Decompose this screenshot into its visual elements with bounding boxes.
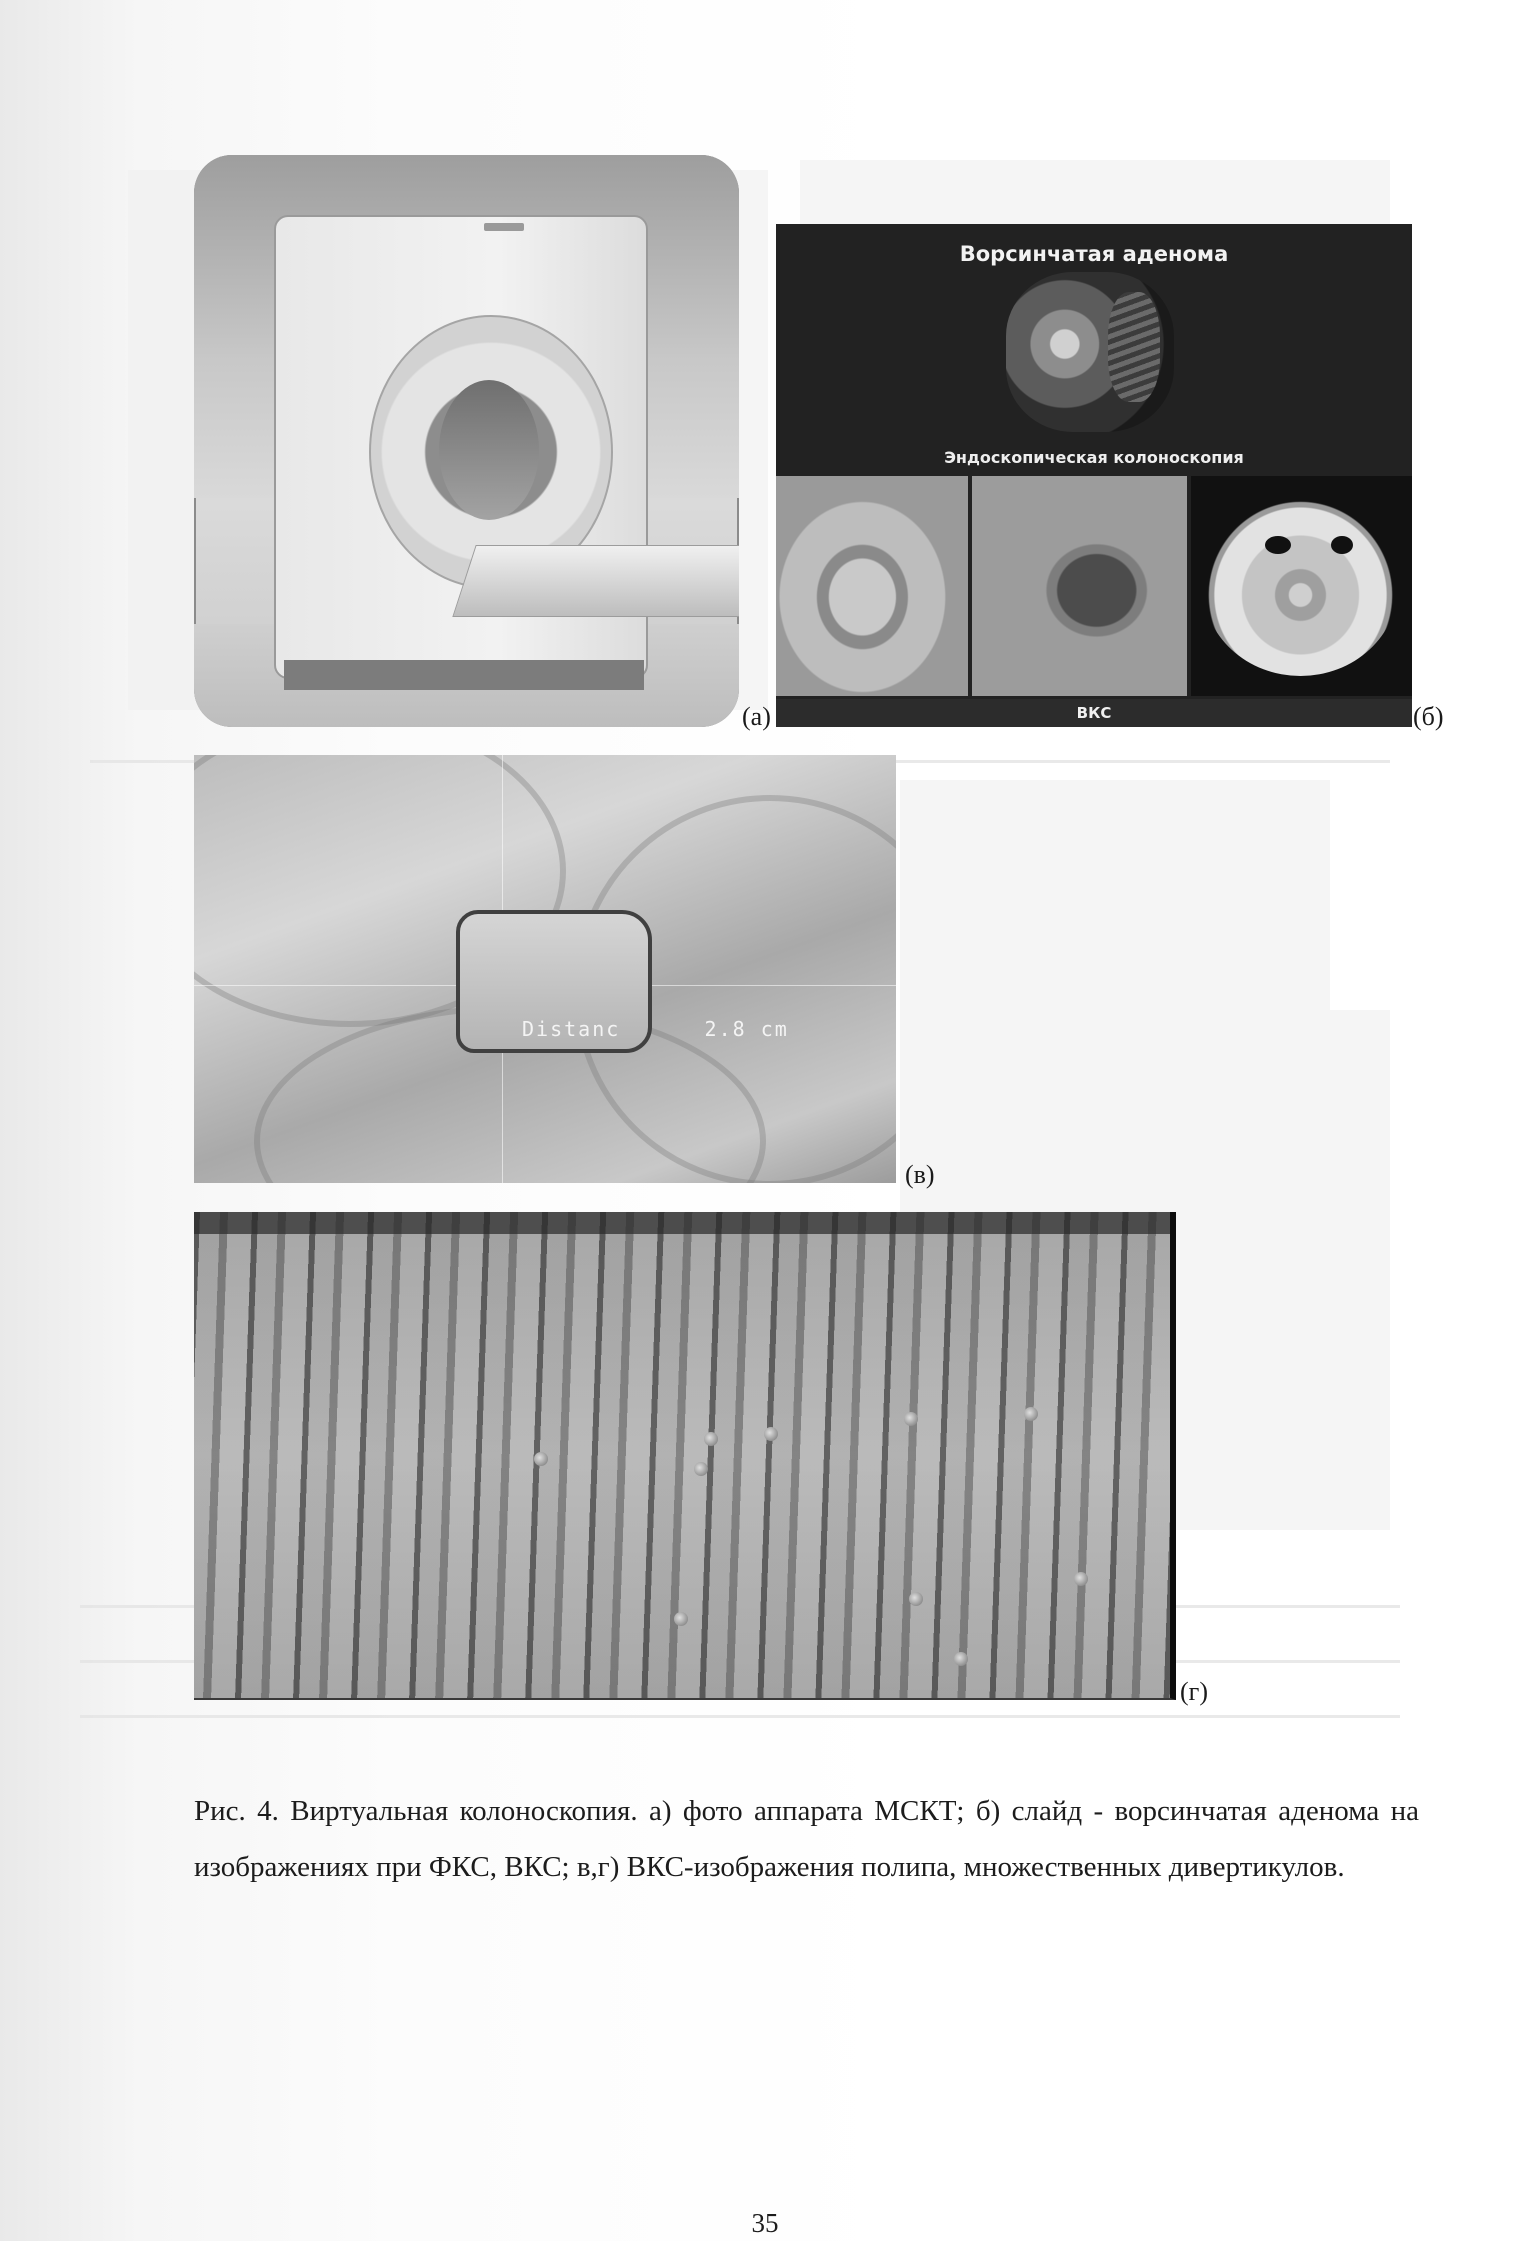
- panel-label-v: (в): [905, 1160, 935, 1189]
- vks-image-row: [776, 476, 1412, 696]
- viewer-header-strip: [194, 1212, 1170, 1234]
- diverticulum: [1024, 1407, 1038, 1421]
- diverticulum: [904, 1412, 918, 1426]
- endoscopy-image: [1006, 272, 1174, 432]
- panel-label-b: (б): [1413, 702, 1444, 731]
- polyp-vks-image: [194, 755, 896, 1183]
- patient-table: [452, 545, 739, 617]
- diverticulum: [1074, 1572, 1088, 1586]
- vks-label: ВКС: [776, 699, 1412, 727]
- adenoma-slide: [776, 224, 1412, 727]
- diverticulum: [694, 1462, 708, 1476]
- bleed-through-ghost: [900, 780, 1330, 1010]
- scanner-brand-mark: [484, 223, 524, 231]
- vks-dissection-image: [972, 476, 1187, 696]
- bleed-through-line: [80, 1715, 1400, 1718]
- vks-3d-image: [776, 476, 968, 696]
- diverticulum: [534, 1452, 548, 1466]
- figure-caption: Рис. 4. Виртуальная колоноскопия. а) фото аппарата МСКТ; б) слайд - ворсинчатая аденома на изображениях при ФКС, ВКС; в,г) ВКС-изображения полипа, множественных дивертикулов.: [194, 1795, 1419, 1883]
- diverticulum: [674, 1612, 688, 1626]
- diverticulum: [704, 1432, 718, 1446]
- ct-bore: [439, 380, 539, 520]
- panel-label-g: (г): [1180, 1677, 1208, 1706]
- ct-slice: [1203, 496, 1398, 676]
- diverticulum: [909, 1592, 923, 1606]
- gantry-base: [284, 660, 644, 690]
- distance-readout: Distanc 2.8 cm: [522, 1017, 789, 1041]
- endoscopy-label: Эндоскопическая колоноскопия: [944, 448, 1244, 467]
- page-number: 35: [751, 2208, 779, 2238]
- slide-title: Ворсинчатая аденома: [959, 242, 1229, 266]
- ct-scanner-photo: [194, 155, 739, 727]
- diverticulum: [954, 1652, 968, 1666]
- panel-label-a: (а): [742, 702, 771, 731]
- diverticulum: [764, 1427, 778, 1441]
- diverticula-vks-image: [194, 1212, 1176, 1700]
- ct-axial-image: [1191, 476, 1412, 696]
